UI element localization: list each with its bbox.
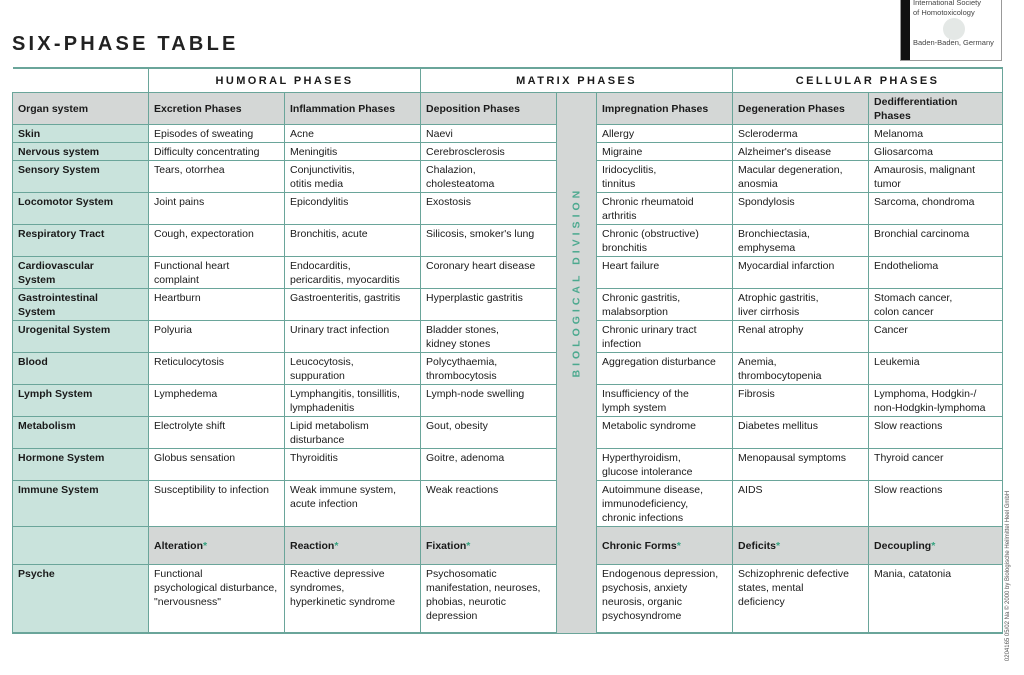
symptom-cell: Heartburn <box>149 289 285 321</box>
symptom-cell: Functional heart complaint <box>149 257 285 289</box>
stage-label: Alteration <box>154 540 204 552</box>
symptom-cell: Chronic rheumatoid arthritis <box>597 193 733 225</box>
symptom-cell: Reticulocytosis <box>149 353 285 385</box>
symptom-cell: Thyroiditis <box>285 449 421 481</box>
stage-cell <box>733 527 869 565</box>
symptom-cell: Exostosis <box>421 193 557 225</box>
symptom-cell: Psychosomatic manifestation, neuroses, phobias, neurotic depression <box>421 565 557 634</box>
table-row <box>13 257 1003 289</box>
symptom-cell: Coronary heart disease <box>421 257 557 289</box>
col-impregnation: Impregnation Phases <box>597 93 733 125</box>
symptom-cell: Metabolic syndrome <box>597 417 733 449</box>
symptom-cell: Conjunctivitis, otitis media <box>285 161 421 193</box>
symptom-cell: Gliosarcoma <box>869 143 1003 161</box>
symptom-cell: Anemia, thrombocytopenia <box>733 353 869 385</box>
logo-bar <box>901 0 910 60</box>
copyright-note <box>1002 478 1014 674</box>
symptom-cell: Chronic (obstructive) bronchitis <box>597 225 733 257</box>
stage-asterisk: * <box>466 540 471 552</box>
symptom-cell: Bronchitis, acute <box>285 225 421 257</box>
organ-system-cell: Gastrointestinal System <box>13 289 149 321</box>
organ-system-cell: Hormone System <box>13 449 149 481</box>
symptom-cell: Bladder stones, kidney stones <box>421 321 557 353</box>
stage-row <box>13 527 1003 565</box>
stage-asterisk: * <box>676 540 681 552</box>
symptom-cell: Functional psychological disturbance, "nervousness" <box>149 565 285 634</box>
symptom-cell: Myocardial infarction <box>733 257 869 289</box>
table-row <box>13 385 1003 417</box>
symptom-cell: Bronchiectasia, emphysema <box>733 225 869 257</box>
stage-label: Deficits <box>738 540 776 552</box>
table-row <box>13 143 1003 161</box>
symptom-cell: Goitre, adenoma <box>421 449 557 481</box>
symptom-cell: Acne <box>285 125 421 143</box>
page-title: SIX-PHASE TABLE <box>12 33 239 55</box>
table-row <box>13 353 1003 385</box>
organ-system-cell: Metabolism <box>13 417 149 449</box>
stage-label: Reaction <box>290 540 335 552</box>
symptom-cell: Heart failure <box>597 257 733 289</box>
symptom-cell: Mania, catatonia <box>869 565 1003 634</box>
phase-group-humoral: HUMORAL PHASES <box>149 68 421 93</box>
symptom-cell: Endocarditis, pericarditis, myocarditis <box>285 257 421 289</box>
symptom-cell: Leukemia <box>869 353 1003 385</box>
symptom-cell: Gout, obesity <box>421 417 557 449</box>
symptom-cell: Electrolyte shift <box>149 417 285 449</box>
col-degeneration: Degeneration Phases <box>733 93 869 125</box>
logo-society-name: International Society of Homotoxicology <box>913 0 981 17</box>
copyright-text: 0204165 05/02 Na © 2000 by Biologische Heilmittel Heel GmbH <box>1005 490 1011 662</box>
symptom-cell: Chronic urinary tract infection <box>597 321 733 353</box>
symptom-cell: Migraine <box>597 143 733 161</box>
organ-system-cell: Lymph System <box>13 385 149 417</box>
symptom-cell: Thyroid cancer <box>869 449 1003 481</box>
table-row <box>13 161 1003 193</box>
society-logo <box>900 0 1002 61</box>
table-row <box>13 449 1003 481</box>
symptom-cell: Weak reactions <box>421 481 557 527</box>
phase-group-matrix: MATRIX PHASES <box>421 68 733 93</box>
symptom-cell: Atrophic gastritis, liver cirrhosis <box>733 289 869 321</box>
symptom-cell: Menopausal symptoms <box>733 449 869 481</box>
stage-asterisk: * <box>775 540 781 552</box>
stage-cell <box>285 527 421 565</box>
stage-label: Decoupling <box>874 540 932 552</box>
table-row <box>13 289 1003 321</box>
symptom-cell: Stomach cancer, colon cancer <box>869 289 1003 321</box>
biological-division-label: BIOLOGICAL DIVISION <box>570 187 583 378</box>
col-organ-system: Organ system <box>13 93 149 125</box>
table-row <box>13 125 1003 143</box>
organ-system-cell: Skin <box>13 125 149 143</box>
symptom-cell: Globus sensation <box>149 449 285 481</box>
organ-system-cell: Urogenital System <box>13 321 149 353</box>
stage-asterisk: * <box>931 540 936 552</box>
symptom-cell: Fibrosis <box>733 385 869 417</box>
symptom-cell: Spondylosis <box>733 193 869 225</box>
symptom-cell: Slow reactions <box>869 481 1003 527</box>
symptom-cell: Cerebrosclerosis <box>421 143 557 161</box>
symptom-cell: Lymphedema <box>149 385 285 417</box>
symptom-cell: Sarcoma, chondroma <box>869 193 1003 225</box>
stage-asterisk: * <box>334 540 339 552</box>
logo-location: Baden-Baden, Germany <box>913 38 994 47</box>
symptom-cell: Leucocytosis, suppuration <box>285 353 421 385</box>
stage-cell <box>597 527 733 565</box>
symptom-cell: Tears, otorrhea <box>149 161 285 193</box>
stage-cell <box>149 527 285 565</box>
symptom-cell: Aggregation disturbance <box>597 353 733 385</box>
symptom-cell: Iridocyclitis, tinnitus <box>597 161 733 193</box>
symptom-cell: Polycythaemia, thrombocytosis <box>421 353 557 385</box>
organ-system-cell: Respiratory Tract <box>13 225 149 257</box>
symptom-cell: Melanoma <box>869 125 1003 143</box>
symptom-cell: Lymphangitis, tonsillitis, lymphadenitis <box>285 385 421 417</box>
symptom-cell: Lymph-node swelling <box>421 385 557 417</box>
symptom-cell: Bronchial carcinoma <box>869 225 1003 257</box>
phase-group-cellular: CELLULAR PHASES <box>733 68 1003 93</box>
symptom-cell: Lipid metabolism disturbance <box>285 417 421 449</box>
symptom-cell: Allergy <box>597 125 733 143</box>
six-phase-table <box>12 67 1003 634</box>
biological-division <box>557 93 597 634</box>
table-row <box>13 321 1003 353</box>
symptom-cell: Difficulty concentrating <box>149 143 285 161</box>
organ-system-cell: Sensory System <box>13 161 149 193</box>
phase-group-row <box>13 68 1003 93</box>
symptom-cell: Chronic gastritis, malabsorption <box>597 289 733 321</box>
symptom-cell: Susceptibility to infection <box>149 481 285 527</box>
table-row <box>13 417 1003 449</box>
phase-group-blank <box>13 68 149 93</box>
col-dedifferentiation: Dedifferentiation Phases <box>869 93 1003 125</box>
symptom-cell: Naevi <box>421 125 557 143</box>
symptom-cell: Scleroderma <box>733 125 869 143</box>
symptom-cell: Chalazion, cholesteatoma <box>421 161 557 193</box>
symptom-cell: Weak immune system, acute infection <box>285 481 421 527</box>
table-row <box>13 481 1003 527</box>
symptom-cell: Schizophrenic defective states, mental deficiency <box>733 565 869 634</box>
column-header-row <box>13 93 1003 125</box>
organ-system-cell: Cardiovascular System <box>13 257 149 289</box>
symptom-cell: Macular degeneration, anosmia <box>733 161 869 193</box>
symptom-cell: Polyuria <box>149 321 285 353</box>
organ-system-cell: Blood <box>13 353 149 385</box>
symptom-cell: Hyperplastic gastritis <box>421 289 557 321</box>
symptom-cell: Cancer <box>869 321 1003 353</box>
symptom-cell: Urinary tract infection <box>285 321 421 353</box>
symptom-cell: Joint pains <box>149 193 285 225</box>
stage-organ-blank <box>13 527 149 565</box>
stage-label: Chronic Forms <box>602 540 677 552</box>
stage-label: Fixation <box>426 540 467 552</box>
symptom-cell: Cough, expectoration <box>149 225 285 257</box>
symptom-cell: Gastroenteritis, gastritis <box>285 289 421 321</box>
symptom-cell: Renal atrophy <box>733 321 869 353</box>
col-deposition: Deposition Phases <box>421 93 557 125</box>
organ-system-cell: Immune System <box>13 481 149 527</box>
col-inflammation: Inflammation Phases <box>285 93 421 125</box>
organ-system-cell: Nervous system <box>13 143 149 161</box>
symptom-cell: Lymphoma, Hodgkin-/ non-Hodgkin-lymphoma <box>869 385 1003 417</box>
stage-asterisk: * <box>203 540 208 552</box>
stage-cell <box>869 527 1003 565</box>
col-excretion: Excretion Phases <box>149 93 285 125</box>
table-row <box>13 193 1003 225</box>
logo-emblem-icon <box>943 18 965 40</box>
symptom-cell: Insufficiency of the lymph system <box>597 385 733 417</box>
organ-system-cell: Locomotor System <box>13 193 149 225</box>
symptom-cell: Slow reactions <box>869 417 1003 449</box>
symptom-cell: Hyperthyroidism, glucose intolerance <box>597 449 733 481</box>
symptom-cell: Episodes of sweating <box>149 125 285 143</box>
symptom-cell: Amaurosis, malignant tumor <box>869 161 1003 193</box>
symptom-cell: Endothelioma <box>869 257 1003 289</box>
symptom-cell: Epicondylitis <box>285 193 421 225</box>
psyche-row <box>13 565 1003 634</box>
symptom-cell: Silicosis, smoker's lung <box>421 225 557 257</box>
symptom-cell: Diabetes mellitus <box>733 417 869 449</box>
symptom-cell: Reactive depressive syndromes, hyperkinetic syndrome <box>285 565 421 634</box>
table-row <box>13 225 1003 257</box>
stage-cell <box>421 527 557 565</box>
symptom-cell: Autoimmune disease, immunodeficiency, chronic infections <box>597 481 733 527</box>
organ-system-cell: Psyche <box>13 565 149 634</box>
symptom-cell: Endogenous depression, psychosis, anxiety neurosis, organic psychosyndrome <box>597 565 733 634</box>
symptom-cell: Meningitis <box>285 143 421 161</box>
symptom-cell: AIDS <box>733 481 869 527</box>
symptom-cell: Alzheimer's disease <box>733 143 869 161</box>
